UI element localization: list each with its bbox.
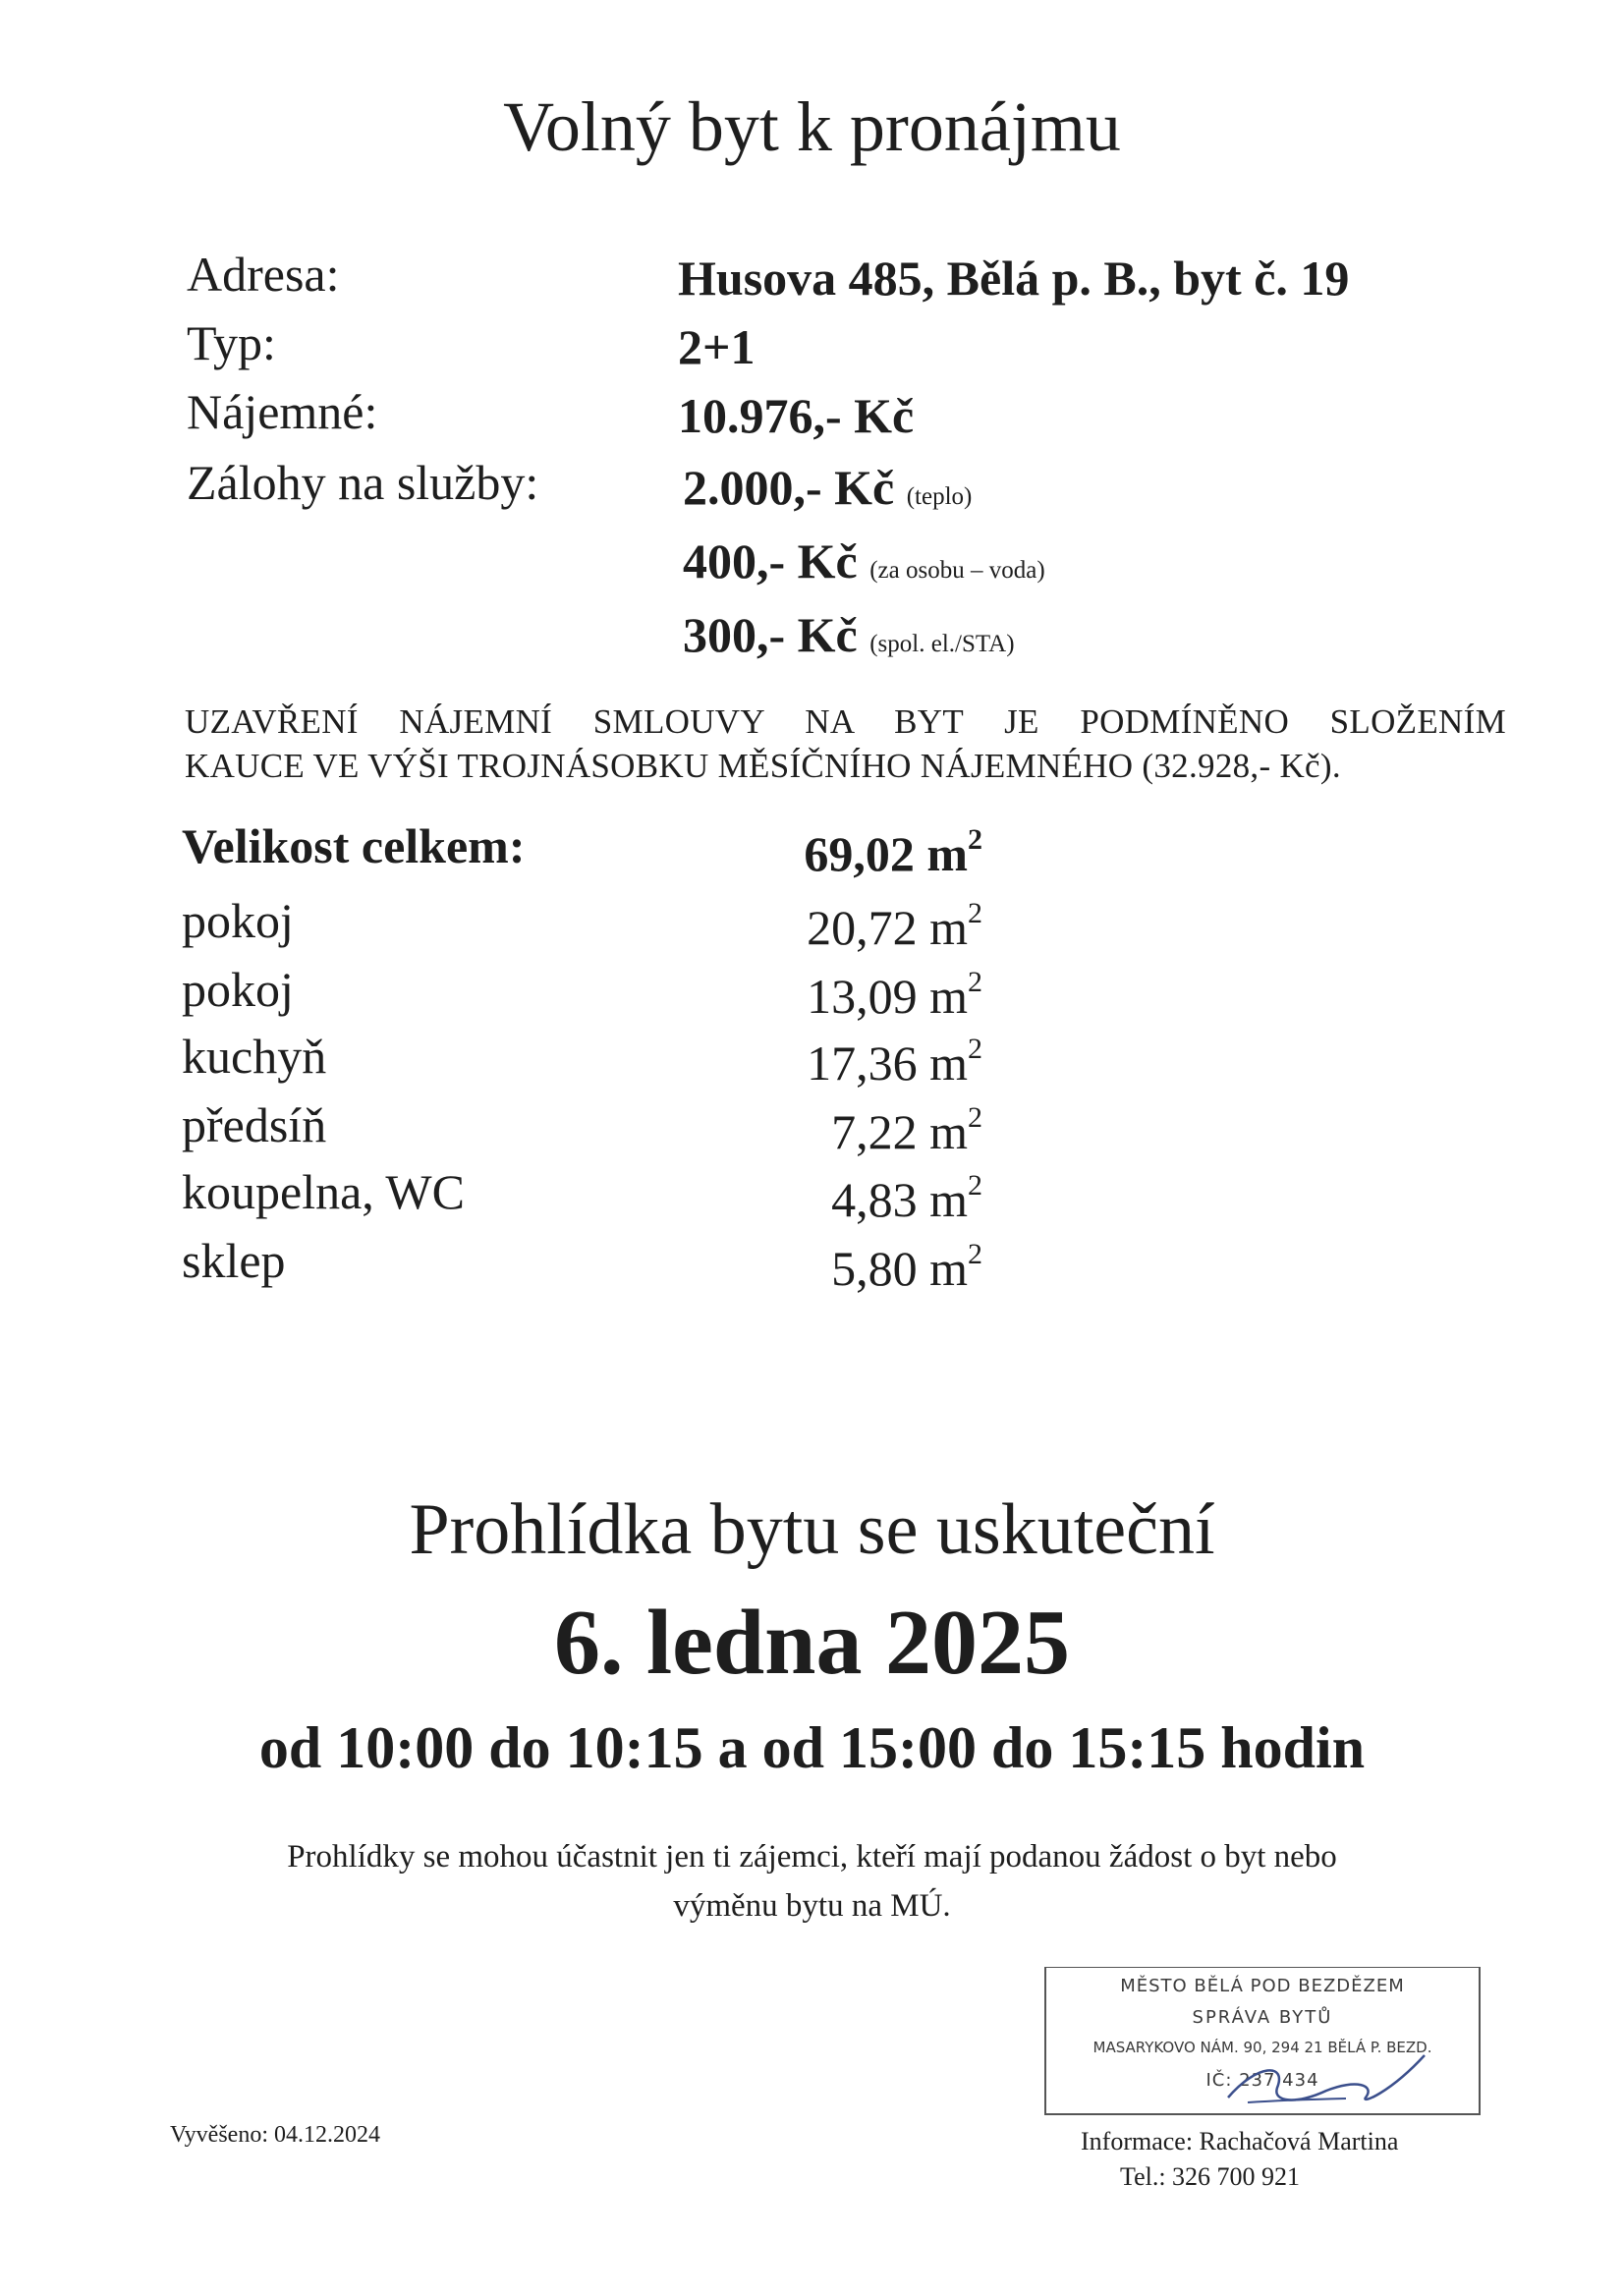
- room-area: 5,80 $m^2$: [831, 1238, 982, 1296]
- deposit-heating: [683, 459, 972, 516]
- room-area: 13,09 $m^2$: [807, 966, 982, 1024]
- signature-icon: [1218, 2043, 1434, 2117]
- deposit-note: (za osobu – voda): [869, 557, 1045, 584]
- viewing-heading: Prohlídka bytu se uskuteční: [409, 1489, 1215, 1570]
- rent-value: 10.976,- Kč: [678, 388, 915, 443]
- deposit-amount: 400,- Kč: [683, 533, 858, 588]
- address-label: Adresa:: [187, 247, 340, 302]
- room-name: pokoj: [182, 962, 294, 1017]
- room-name: kuchyň: [182, 1029, 327, 1084]
- stamp-line-2: SPRÁVA BYTŮ: [1192, 2007, 1333, 2028]
- room-area: 20,72 $m^2$: [807, 897, 982, 955]
- page-title: Volný byt k pronájmu: [503, 87, 1121, 166]
- room-name: pokoj: [182, 893, 294, 948]
- notice-line-1: UZAVŘENÍ NÁJEMNÍ SMLOUVY NA BYT JE PODMÍNĚNO SLOŽENÍM: [185, 702, 1506, 741]
- viewing-info: [0, 1832, 1624, 1931]
- room-area: 4,83 $m^2$: [831, 1169, 982, 1227]
- stamp-line-1: MĚSTO BĚLÁ POD BEZDĚZEM: [1120, 1976, 1405, 1996]
- stamp-line-3: MASARYKOVO NÁM. 90, 294 21 BĚLÁ P. BEZD.: [1092, 2039, 1432, 2056]
- room-area: 17,36 $m^2$: [807, 1033, 982, 1091]
- type-value: 2+1: [678, 319, 756, 374]
- total-area-value: 69,02 $m^2$: [804, 823, 982, 881]
- stamp-line-4: IČ: 237 434: [1205, 2070, 1319, 2091]
- viewing-date: 6. ledna 2025: [554, 1592, 1070, 1694]
- viewing-info-line-2: výměnu bytu na MÚ.: [673, 1888, 951, 1924]
- deposit-note: (teplo): [906, 483, 973, 510]
- deposit-amount: 2.000,- Kč: [683, 460, 895, 515]
- contact-phone: Tel.: 326 700 921: [1120, 2162, 1301, 2191]
- total-area-label: Velikost celkem:: [182, 818, 526, 873]
- type-label: Typ:: [187, 315, 276, 370]
- viewing-time: od 10:00 do 10:15 a od 15:00 do 15:15 hodin: [258, 1715, 1366, 1780]
- viewing-info-line-1: Prohlídky se mohou účastnit jen ti zájemci, kteří mají podanou žádost o byt nebo: [287, 1839, 1337, 1875]
- notice-line-2: KAUCE VE VÝŠI TROJNÁSOBKU MĚSÍČNÍHO NÁJEMNÉHO (32.928,- Kč).: [185, 747, 1341, 785]
- deposit-amount: 300,- Kč: [683, 607, 858, 662]
- posted-date: Vyvěšeno: 04.12.2024: [170, 2122, 380, 2148]
- address-value: Husova 485, Bělá p. B., byt č. 19: [678, 251, 1350, 306]
- contact-person: Informace: Rachačová Martina: [1081, 2127, 1399, 2155]
- deposit-note: (spol. el./STA): [869, 631, 1015, 657]
- room-area: 7,22 $m^2$: [831, 1101, 982, 1159]
- deposit-electricity: [683, 606, 1015, 663]
- deposits-label: Zálohy na služby:: [187, 455, 539, 510]
- room-name: předsíň: [182, 1097, 327, 1152]
- deposit-water: [683, 532, 1045, 589]
- room-name: sklep: [182, 1233, 286, 1288]
- room-name: koupelna, WC: [182, 1164, 465, 1219]
- rent-label: Nájemné:: [187, 384, 378, 439]
